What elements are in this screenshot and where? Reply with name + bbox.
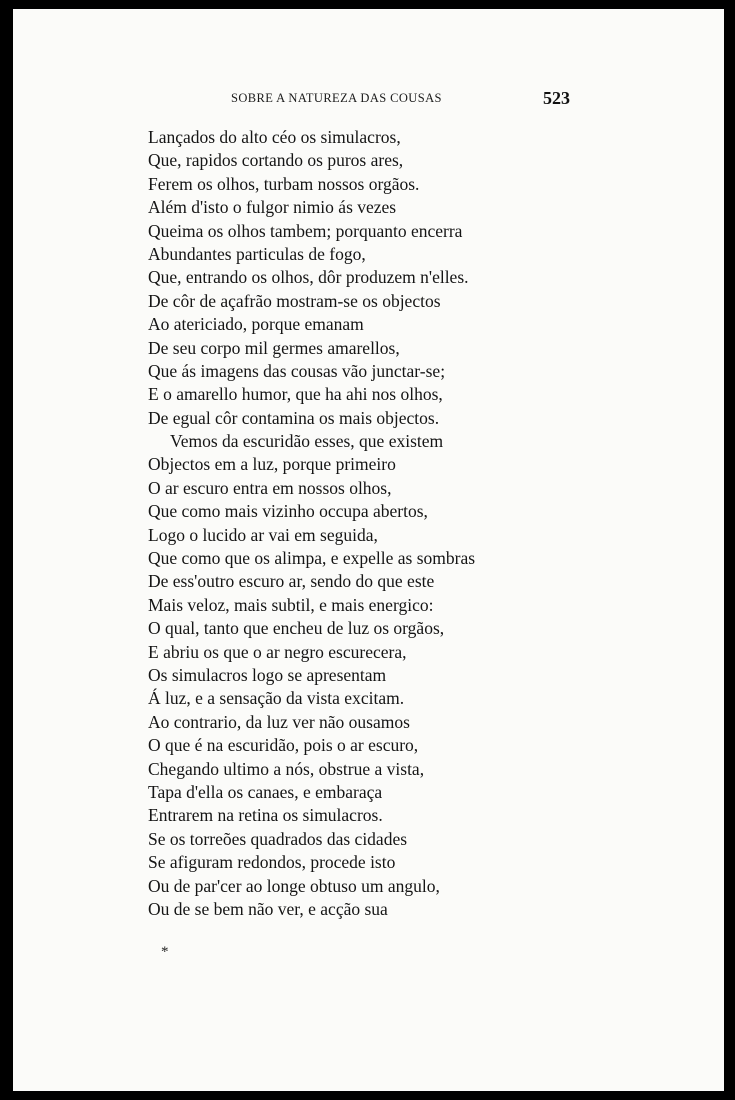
poem-line: E abriu os que o ar negro escurecera, bbox=[148, 641, 407, 662]
poem-line: Ou de se bem não ver, e acção sua bbox=[148, 898, 388, 919]
book-page bbox=[13, 9, 724, 1091]
poem-line: Mais veloz, mais subtil, e mais energico: bbox=[148, 594, 434, 615]
running-title: SOBRE A NATUREZA DAS COUSAS bbox=[231, 91, 442, 105]
poem-line: O ar escuro entra em nossos olhos, bbox=[148, 477, 392, 498]
poem-line: Tapa d'ella os canaes, e embaraça bbox=[148, 781, 383, 802]
poem-line: Os simulacros logo se apresentam bbox=[148, 664, 387, 685]
poem-line: Ao contrario, da luz ver não ousamos bbox=[148, 711, 410, 732]
poem-line: Ao atericiado, porque emanam bbox=[148, 314, 364, 335]
poem-line: Abundantes particulas de fogo, bbox=[148, 243, 366, 264]
poem-line: E o amarello humor, que ha ahi nos olhos, bbox=[148, 384, 443, 405]
poem-line: De ess'outro escuro ar, sendo do que este bbox=[148, 571, 435, 592]
poem-line: Ou de par'cer ao longe obtuso um angulo, bbox=[148, 875, 440, 896]
poem-text bbox=[148, 126, 528, 921]
poem-line: Entrarem na retina os simulacros. bbox=[148, 805, 383, 826]
poem-line: Á luz, e a sensação da vista excitam. bbox=[148, 688, 405, 709]
poem-line-stanza-start: Vemos da escuridão esses, que existem bbox=[170, 431, 444, 452]
footnote-mark: * bbox=[161, 944, 169, 960]
poem-line: Se os torreões quadrados das cidades bbox=[148, 828, 408, 849]
poem-line: Objectos em a luz, porque primeiro bbox=[148, 454, 396, 475]
poem-line: Que como mais vizinho occupa abertos, bbox=[148, 501, 428, 522]
poem-line: Lançados do alto céo os simulacros, bbox=[148, 127, 401, 147]
page-number: 523 bbox=[543, 88, 570, 108]
poem-line: Que como que os alimpa, e expelle as sombras bbox=[148, 548, 476, 569]
poem-line: Se afiguram redondos, procede isto bbox=[148, 852, 396, 873]
poem-line: De egual côr contamina os mais objectos. bbox=[148, 407, 440, 428]
poem-line: De côr de açafrão mostram-se os objectos bbox=[148, 290, 441, 311]
poem-line: Que, rapidos cortando os puros ares, bbox=[148, 150, 404, 171]
poem-line: Que ás imagens das cousas vão junctar-se; bbox=[148, 360, 446, 381]
poem-line: Queima os olhos tambem; porquanto encerra bbox=[148, 220, 463, 241]
poem-line: Ferem os olhos, turbam nossos orgãos. bbox=[148, 173, 420, 194]
poem-line: O que é na escuridão, pois o ar escuro, bbox=[148, 735, 419, 756]
poem-line: De seu corpo mil germes amarellos, bbox=[148, 337, 400, 358]
poem-line: Chegando ultimo a nós, obstrue a vista, bbox=[148, 758, 425, 779]
poem-line: O qual, tanto que encheu de luz os orgãos, bbox=[148, 618, 445, 639]
poem-line: Que, entrando os olhos, dôr produzem n'elles. bbox=[148, 267, 469, 288]
poem-line: Além d'isto o fulgor nimio ás vezes bbox=[148, 197, 397, 218]
poem-line: Logo o lucido ar vai em seguida, bbox=[148, 524, 378, 545]
